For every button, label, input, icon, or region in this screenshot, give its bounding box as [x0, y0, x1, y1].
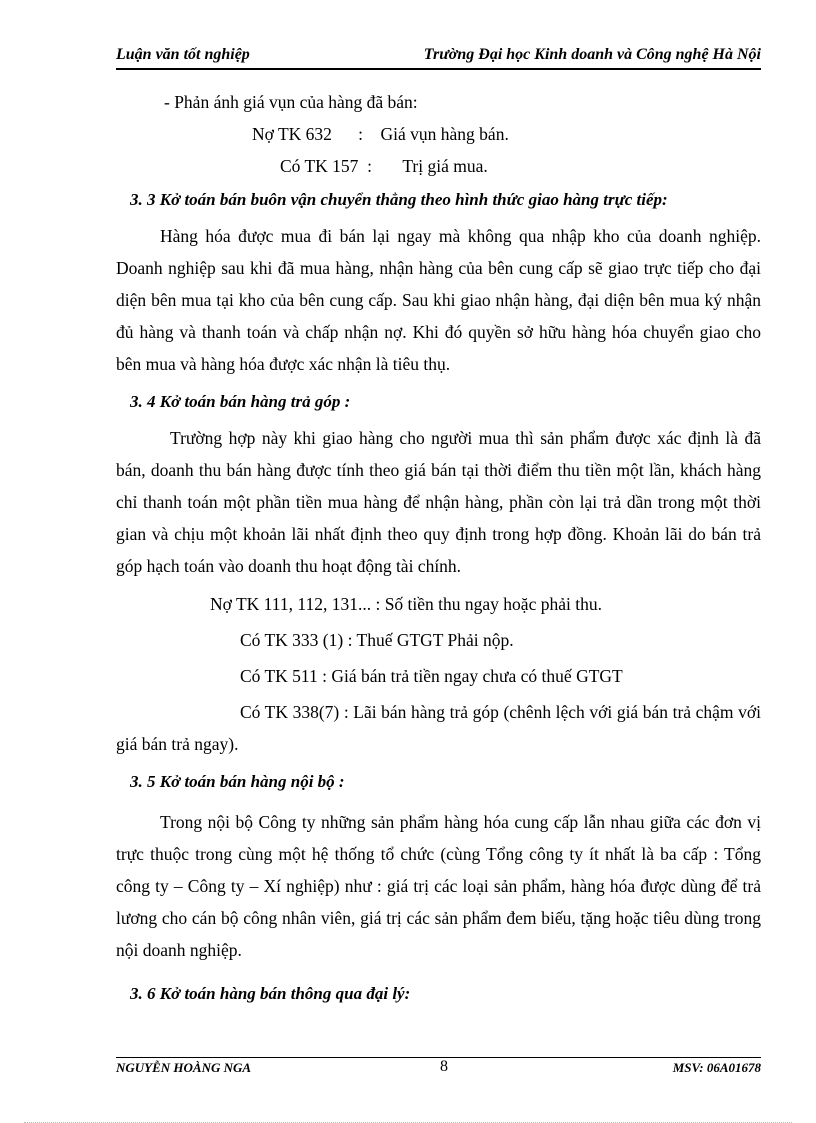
paragraph-3-4: Trường hợp này khi giao hàng cho người mua thì sản phẩm được xác định là đã bán, doanh thu bán hàng được tính theo giá bán tại thời điểm thu tiền một lần, khách hàng chỉ thanh toán một phần tiền mua hàng để nhận hàng, phần còn lại trả dần trong một thời gian và chịu một khoản lãi nhất định theo quy định trong hợp đồng. Khoản lãi do bán trả góp hạch toán vào doanh thu hoạt động tài chính. [116, 428, 761, 576]
entry-credit-333: Có TK 333 (1) : Thuế GTGT Phải nộp. [240, 630, 514, 650]
page-body [116, 86, 761, 1010]
header-rule [116, 68, 761, 70]
footer-rule [116, 1057, 761, 1058]
footer-student-id: MSV: 06A01678 [672, 1060, 761, 1075]
entry-credit-338: Có TK 338(7) : Lãi bán hàng trả góp (chênh lệch với giá bán trả chậm với giá bán trả ngay). [116, 702, 761, 754]
page-footer [116, 1060, 761, 1082]
heading-3-4: 3. 4 Kở toán bán hàng trả góp : [130, 392, 351, 411]
entry-debit-111: Nợ TK 111, 112, 131... : Số tiền thu ngay hoặc phải thu. [210, 594, 602, 614]
cost-reflection-line: - Phản ánh giá vụn của hàng đã bán: [164, 92, 418, 112]
paragraph-3-5: Trong nội bộ Công ty những sản phẩm hàng hóa cung cấp lẫn nhau giữa các đơn vị trực thuộc trong cùng một hệ thống tổ chức (cùng Tổng công ty ít nhất là ba cấp : Tổng công ty – Công ty – Xí nghiệp) như : giá trị các loại sản phẩm, hàng hóa được dùng để trả lương cho cán bộ công nhân viên, giá trị các sản phẩm đem biếu, tặng hoặc tiêu dùng trong nội doanh nghiệp. [116, 812, 761, 960]
page-number: 8 [440, 1058, 448, 1075]
heading-3-5: 3. 5 Kở toán bán hàng nội bộ : [130, 772, 345, 791]
heading-3-3: 3. 3 Kở toán bán buôn vận chuyển thẳng theo hình thức giao hàng trực tiếp: [130, 190, 668, 209]
paragraph-3-3: Hàng hóa được mua đi bán lại ngay mà không qua nhập kho của doanh nghiệp. Doanh nghiệp sau khi đã mua hàng, nhận hàng của bên cung cấp sẽ giao trực tiếp cho đại diện bên mua tại kho của bên cung cấp. Sau khi giao nhận hàng, đại diện bên mua ký nhận đủ hàng và thanh toán và chấp nhận nợ. Khi đó quyền sở hữu hàng hóa chuyển giao cho bên mua và hàng hóa được xác nhận là tiêu thụ. [116, 226, 761, 374]
header-right-title: Trường Đại học Kinh doanh và Công nghệ Hà Nội [423, 46, 761, 63]
page-header [116, 46, 761, 68]
footer-author: NGUYỄN HOÀNG NGA [116, 1060, 252, 1075]
entry-credit-511: Có TK 511 : Giá bán trả tiền ngay chưa có thuế GTGT [240, 666, 623, 686]
heading-3-6: 3. 6 Kở toán hàng bán thông qua đại lý: [130, 984, 411, 1003]
entry-credit-157: Có TK 157 : Trị giá mua. [280, 156, 488, 176]
entry-debit-632: Nợ TK 632 : Giá vụn hàng bán. [252, 124, 509, 144]
header-left-title: Luận văn tốt nghiệp [116, 46, 250, 63]
